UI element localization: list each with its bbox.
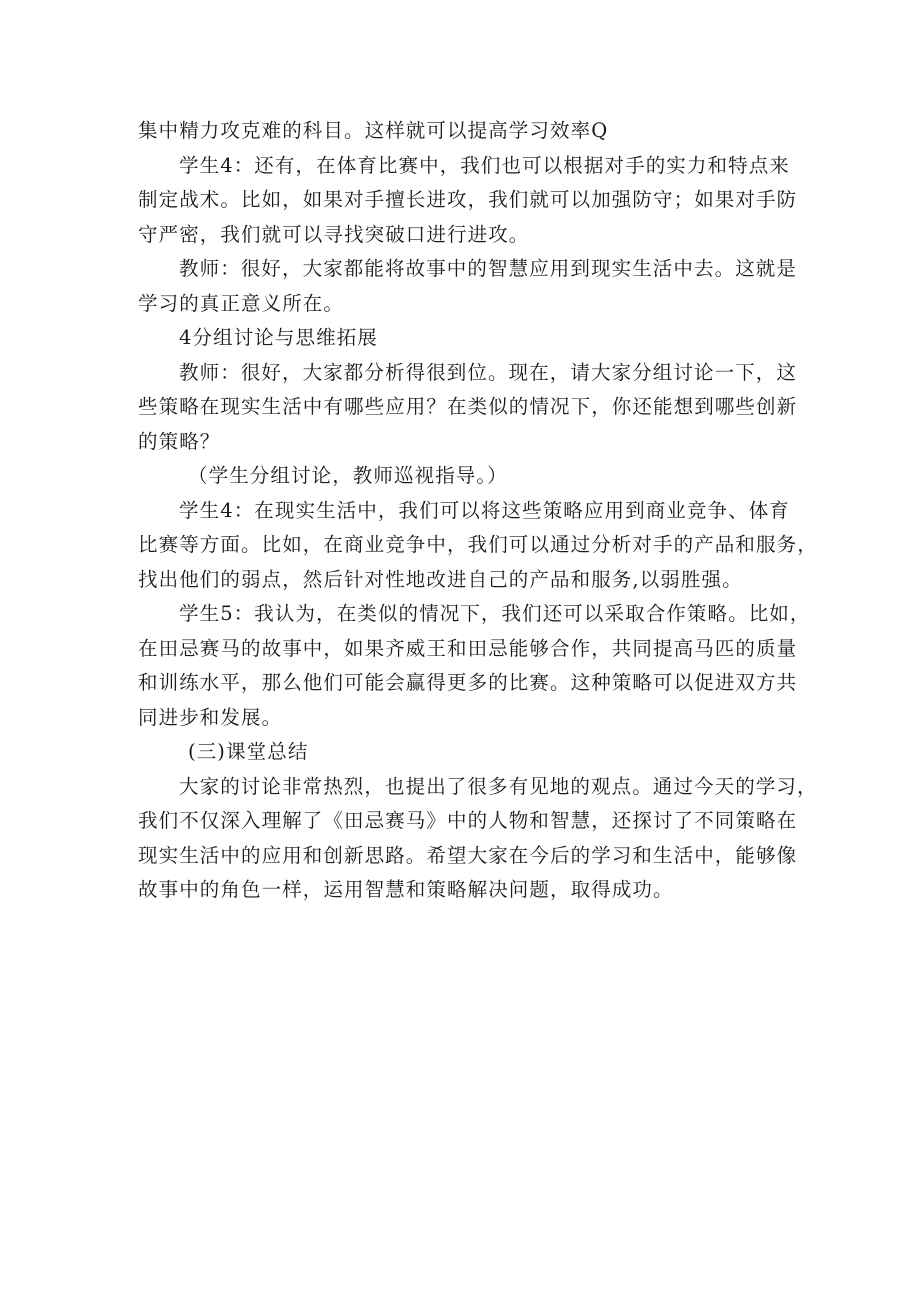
- text-line: 同进步和发展。: [138, 705, 283, 729]
- text-line: 我们不仅深入理解了《田忌赛马》中的人物和智慧，还探讨了不同策略在: [138, 809, 798, 832]
- document-page: [138, 114, 818, 908]
- text-line: 学生4：还有，在体育比赛中，我们也可以根据对手的实力和特点来: [179, 153, 790, 177]
- text-line: 学习的真正意义所在。: [138, 291, 345, 315]
- text-line: 故事中的角色一样，运用智慧和策略解决问题，取得成功。: [138, 878, 674, 901]
- text-line: 和训练水平，那么他们可能会赢得更多的比赛。这种策略可以促进双方共: [138, 671, 798, 694]
- text-line: 找出他们的弱点，然后针对性地改进自己的产品和服务,以弱胜强。: [138, 567, 743, 591]
- text-line: 教师：很好，大家都分析得很到位。现在，请大家分组讨论一下，这: [179, 360, 798, 384]
- text-line: 比赛等方面。比如，在商业竞争中，我们可以通过分析对手的产品和服务，: [138, 533, 818, 556]
- text-line: 学生5：我认为，在类似的情况下，我们还可以采取合作策略。比如，: [179, 602, 811, 625]
- stage-direction: （学生分组讨论，教师巡视指导。）: [188, 464, 508, 487]
- section-heading: 4分组讨论与思维拓展: [179, 326, 378, 349]
- text-line: 学生4：在现实生活中，我们可以将这些策略应用到商业竞争、体育: [179, 498, 790, 522]
- text-line: 守严密，我们就可以寻找突破口进行进攻。: [138, 222, 530, 246]
- text-line: 制定战术。比如，如果对手擅长进攻，我们就可以加强防守；如果对手防: [138, 188, 798, 211]
- text-line: 在田忌赛马的故事中，如果齐威王和田忌能够合作，共同提高马匹的质量: [138, 636, 798, 660]
- text-line: 大家的讨论非常热烈，也提出了很多有见地的观点。通过今天的学习，: [179, 774, 818, 798]
- text-line: 集中精力攻克难的科目。这样就可以提高学习效率Q: [138, 119, 609, 142]
- section-heading: (三)课堂总结: [188, 740, 309, 763]
- text-line: 些策略在现实生活中有哪些应用？在类似的情况下，你还能想到哪些创新: [138, 395, 798, 418]
- text-line: 教师：很好，大家都能将故事中的智慧应用到现实生活中去。这就是: [179, 257, 798, 280]
- text-line: 现实生活中的应用和创新思路。希望大家在今后的学习和生活中，能够像: [138, 843, 798, 867]
- text-line: 的策略？: [138, 429, 221, 453]
